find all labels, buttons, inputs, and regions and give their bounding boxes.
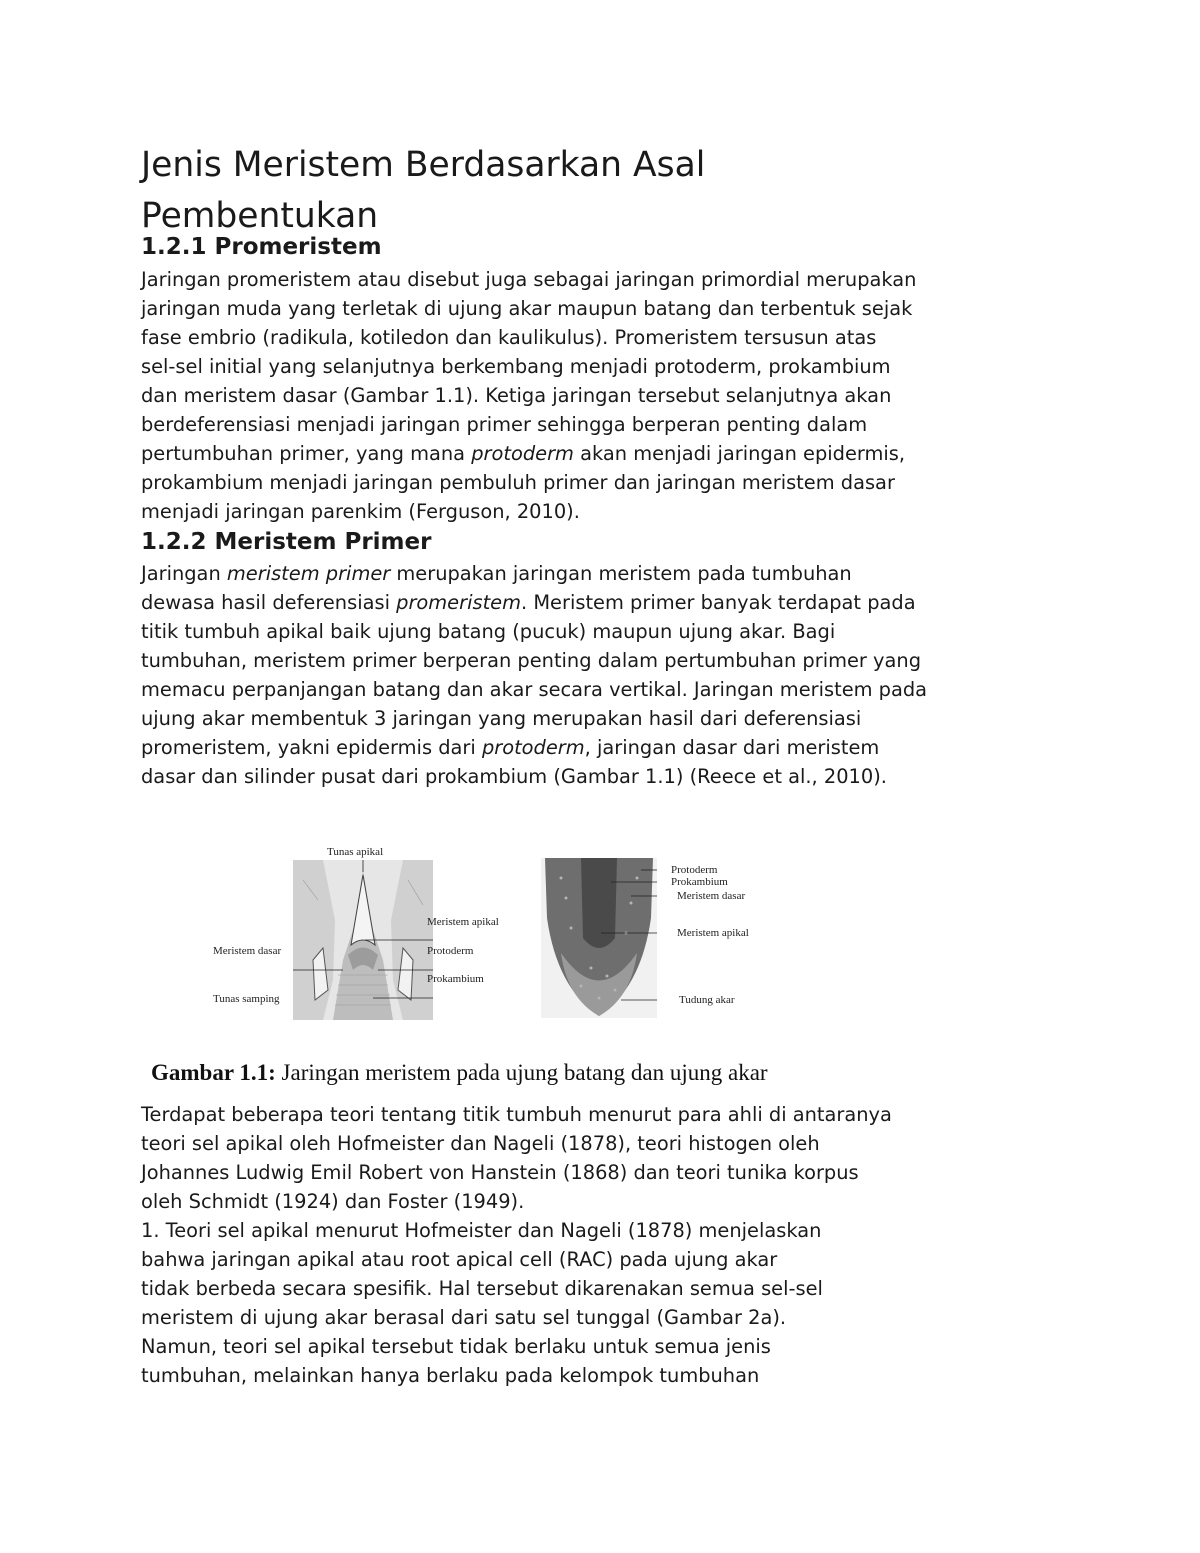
text-line: berdeferensiasi menjadi jaringan primer sehingga berperan penting dalam bbox=[141, 413, 868, 436]
text-line: dan meristem dasar (Gambar 1.1). Ketiga jaringan tersebut selanjutnya akan bbox=[141, 384, 892, 407]
page-title bbox=[141, 140, 1061, 242]
label-tunas-apikal: Tunas apikal bbox=[327, 846, 384, 858]
text-line: Terdapat beberapa teori tentang titik tumbuh menurut para ahli di antaranya bbox=[141, 1103, 892, 1126]
text-line: bahwa jaringan apikal atau root apical cell (RAC) pada ujung akar bbox=[141, 1248, 778, 1271]
text-line: Namun, teori sel apikal tersebut tidak berlaku untuk semua jenis bbox=[141, 1335, 771, 1358]
label-tunas-samping: Tunas samping bbox=[213, 993, 280, 1005]
text-line: jaringan muda yang terletak di ujung akar maupun batang dan terbentuk sejak bbox=[141, 297, 913, 320]
text-line: ujung akar membentuk 3 jaringan yang merupakan hasil dari deferensiasi bbox=[141, 707, 862, 730]
paragraph-meristem-primer bbox=[141, 559, 927, 791]
label-prokambium-left: Prokambium bbox=[427, 973, 484, 985]
root-tip-illustration bbox=[541, 858, 657, 1018]
text-line: Jaringan meristem primer merupakan jaringan meristem pada tumbuhan bbox=[141, 562, 852, 585]
text-line: pertumbuhan primer, yang mana protoderm akan menjadi jaringan epidermis, bbox=[141, 442, 906, 465]
text-line: sel-sel initial yang selanjutnya berkembang menjadi protoderm, prokambium bbox=[141, 355, 891, 378]
shoot-apex-illustration bbox=[293, 860, 433, 1020]
label-meristem-dasar-right: Meristem dasar bbox=[677, 890, 746, 902]
text-line: oleh Schmidt (1924) dan Foster (1949). bbox=[141, 1190, 525, 1213]
label-meristem-apikal-left: Meristem apikal bbox=[427, 916, 499, 928]
text-line: tumbuhan, meristem primer berperan penting dalam pertumbuhan primer yang bbox=[141, 649, 921, 672]
text-line: menjadi jaringan parenkim (Ferguson, 2010). bbox=[141, 500, 580, 523]
label-protoderm-right: Protoderm bbox=[671, 864, 718, 876]
text-line: tidak berbeda secara spesifik. Hal tersebut dikarenakan semua sel-sel bbox=[141, 1277, 823, 1300]
label-meristem-apikal-right: Meristem apikal bbox=[677, 927, 749, 939]
section-heading-meristem-primer: 1.2.2 Meristem Primer bbox=[141, 529, 432, 555]
text-line: memacu perpanjangan batang dan akar secara vertikal. Jaringan meristem pada bbox=[141, 678, 928, 701]
text-line: Jaringan promeristem atau disebut juga sebagai jaringan primordial merupakan bbox=[141, 268, 917, 291]
title-line-1: Jenis Meristem Berdasarkan Asal bbox=[141, 145, 706, 185]
text-line: Johannes Ludwig Emil Robert von Hanstein (1868) dan teori tunika korpus bbox=[141, 1161, 859, 1184]
figure-meristem bbox=[205, 840, 785, 1025]
text-line: promeristem, yakni epidermis dari protoderm, jaringan dasar dari meristem bbox=[141, 736, 880, 759]
text-line: fase embrio (radikula, kotiledon dan kaulikulus). Promeristem tersusun atas bbox=[141, 326, 877, 349]
text-line: 1. Teori sel apikal menurut Hofmeister dan Nageli (1878) menjelaskan bbox=[141, 1219, 822, 1242]
text-line: dewasa hasil deferensiasi promeristem. Meristem primer banyak terdapat pada bbox=[141, 591, 916, 614]
label-meristem-dasar-left: Meristem dasar bbox=[213, 945, 282, 957]
figure-caption: Gambar 1.1: Jaringan meristem pada ujung batang dan ujung akar bbox=[151, 1060, 768, 1085]
section-heading-promeristem: 1.2.1 Promeristem bbox=[141, 234, 382, 260]
title-line-2: Pembentukan bbox=[141, 196, 379, 236]
text-line: meristem di ujung akar berasal dari satu sel tunggal (Gambar 2a). bbox=[141, 1306, 787, 1329]
label-prokambium-right: Prokambium bbox=[671, 876, 728, 888]
text-line: dasar dan silinder pusat dari prokambium (Gambar 1.1) (Reece et al., 2010). bbox=[141, 765, 887, 788]
text-line: tumbuhan, melainkan hanya berlaku pada kelompok tumbuhan bbox=[141, 1364, 760, 1387]
text-line: teori sel apikal oleh Hofmeister dan Nageli (1878), teori histogen oleh bbox=[141, 1132, 820, 1155]
label-tudung-akar: Tudung akar bbox=[679, 994, 735, 1006]
paragraph-promeristem bbox=[141, 265, 916, 526]
paragraph-teori bbox=[141, 1100, 892, 1390]
text-line: titik tumbuh apikal baik ujung batang (pucuk) maupun ujung akar. Bagi bbox=[141, 620, 836, 643]
label-protoderm-left: Protoderm bbox=[427, 945, 474, 957]
text-line: prokambium menjadi jaringan pembuluh primer dan jaringan meristem dasar bbox=[141, 471, 895, 494]
